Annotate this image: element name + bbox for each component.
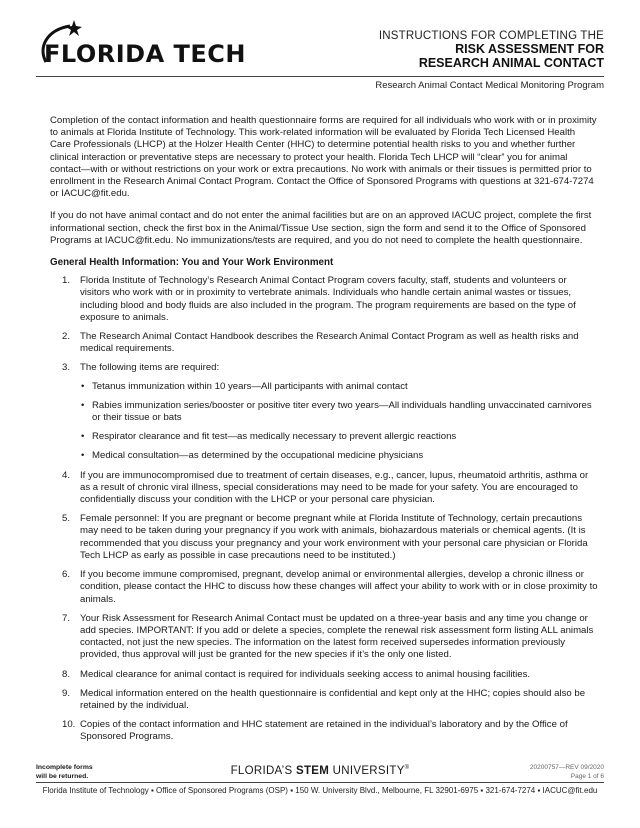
bullet-icon: • <box>81 399 85 411</box>
requirement-item <box>80 400 598 424</box>
list-item <box>50 669 598 681</box>
florida-tech-logo <box>36 18 246 70</box>
document-codes <box>530 763 604 781</box>
note-line: Incomplete forms <box>36 764 93 771</box>
document-body <box>50 115 598 751</box>
note-line: will be returned. <box>36 773 89 780</box>
item-number: 5. <box>62 513 71 525</box>
requirement-text: Rabies immunization series/booster or positive titer every two years—All individuals handling unvaccinated carnivores or their tissue or bats <box>92 399 592 424</box>
item-number: 8. <box>62 668 71 680</box>
title-line-2: RISK ASSESSMENT FOR <box>455 42 604 56</box>
item-text: Female personnel: If you are pregnant or become pregnant while at Florida Institute of Technology, certain precautions may need to be taken during your pregnancy if you work with animals, biohazardous materials or chemical agents. (It is recommended that you discuss your pregnancy and your work environment with your personal care physician or Florida Tech LHCP as early as possible in case precautions need to be instituted.) <box>80 513 588 561</box>
requirement-item <box>80 431 598 443</box>
page-number: Page 1 of 6 <box>570 773 604 780</box>
requirement-item <box>80 381 598 393</box>
item-number: 2. <box>62 331 71 343</box>
item-number: 9. <box>62 687 71 699</box>
item-text: Copies of the contact information and HHC statement are retained in the individual’s laboratory and by the Office of Sponsored Programs. <box>80 719 568 743</box>
item-number: 7. <box>62 612 71 624</box>
tagline-suffix: UNIVERSITY <box>329 765 405 777</box>
item-text: The following items are required: <box>80 362 220 374</box>
item-number: 4. <box>62 469 71 481</box>
tagline-bold: STEM <box>296 765 330 777</box>
item-number: 3. <box>62 362 71 374</box>
title-line-1: INSTRUCTIONS FOR COMPLETING THE <box>378 30 604 42</box>
section-heading: General Health Information: You and Your Work Environment <box>50 257 334 269</box>
title-line-3: RESEARCH ANIMAL CONTACT <box>418 56 604 70</box>
list-item <box>50 569 598 606</box>
program-subtitle: Research Animal Contact Medical Monitoring Program <box>375 80 604 91</box>
list-item <box>50 613 598 662</box>
list-item <box>50 331 598 355</box>
item-text: Medical information entered on the health questionnaire is confidential and kept only at the HHC; copies should also be retained by the individual. <box>80 687 586 711</box>
item-text: Medical clearance for animal contact is required for individuals seeking access to animal housing facilities. <box>80 668 531 680</box>
numbered-list <box>50 275 598 743</box>
footer-divider <box>36 782 604 783</box>
item-text: The Research Animal Contact Handbook describes the Research Animal Contact Program as well as health risks and medical requirements. <box>80 331 579 355</box>
item-number: 6. <box>62 569 71 581</box>
item-text: If you are immunocompromised due to treatment of certain diseases, e.g., cancer, lupus, rheumatoid arthritis, asthma or as a result of chronic viral illness, special considerations may need to be made for your safety. You are encouraged to confidentially discuss your condition with the LHCP or your personal care physician. <box>80 469 589 506</box>
item-text: Florida Institute of Technology’s Research Animal Contact Program covers faculty, staff, students and volunteers or visitors who work with or in proximity to vertebrate animals. Individuals who handle certain animal wastes or tissues, including blood and body fluids are also included in the program. The program requirements are based on the type of exposure to animals. <box>80 275 576 323</box>
requirement-text: Tetanus immunization within 10 years—All participants with animal contact <box>92 380 408 392</box>
list-item <box>50 362 598 462</box>
list-item <box>50 275 598 324</box>
item-text: If you become immune compromised, pregnant, develop animal or environmental allergies, develop a chronic illness or condition, please contact the HHC to discuss how these changes will affect your ability to work with or in close proximity to animals. <box>80 569 598 605</box>
requirement-text: Medical consultation—as determined by the occupational medicine physicians <box>92 450 424 462</box>
list-item <box>50 513 598 562</box>
list-item <box>50 688 598 712</box>
list-item <box>50 719 598 743</box>
footer-address: Florida Institute of Technology ▪ Office of Sponsored Programs (OSP) ▪ 150 W. University Blvd., Melbourne, FL 32901-6975 ▪ 321-674-7274 ▪ IACUC@fit.edu <box>42 786 598 795</box>
requirement-item <box>80 450 598 462</box>
requirement-text: Respirator clearance and fit test—as medically necessary to prevent allergic reactions <box>92 431 457 443</box>
list-item <box>50 470 598 507</box>
registered-mark: ® <box>404 765 410 772</box>
item-number: 10. <box>62 719 76 731</box>
bullet-icon: • <box>81 380 85 392</box>
item-number: 1. <box>62 275 71 287</box>
item-text: Your Risk Assessment for Research Animal Contact must be updated on a three-year basis and any time you change or add species. IMPORTANT: If you add or delete a species, complete the renewal risk assessment form listing ALL animals contacted, not just the new species. The information on the latest form received supersedes information previously provided, thus approval will just be granted for the new species if it’s the only one listed. <box>80 612 594 661</box>
logo-text: FLORIDA TECH <box>44 40 246 68</box>
revision-code: 20200757—REV 09/2020 <box>529 764 604 771</box>
page-header <box>0 0 640 100</box>
intro-paragraph: If you do not have animal contact and do not enter the animal facilities but are on an approved IACUC project, complete the first informational section, check the first box in the Animal/Tissue Use section, sign the form and send it to the Office of Sponsored Programs at IACUC@fit.edu. No immunizations/tests are required, and you do not need to complete the health questionnaire. <box>50 210 592 246</box>
bullet-icon: • <box>81 431 85 443</box>
document-title <box>379 30 604 70</box>
requirements-list <box>80 381 598 463</box>
header-divider <box>36 76 604 77</box>
bullet-icon: • <box>81 450 85 462</box>
tagline-prefix: FLORIDA’S <box>230 765 296 777</box>
intro-paragraph: Completion of the contact information and health questionnaire forms are required for all individuals who work with or in proximity to animals at Florida Institute of Technology. This work-related information will be evaluated by Florida Tech Licensed Health Care Professionals (LHCP) at the Holzer Health Center (HHC) to determine potential health risks to you and whether further clinical interaction or preventative steps are necessary to protect your health. Florida Tech LHCP will “clear” you for animal contact—with or without restrictions on your work or extra precautions. No work with animals or their tissues is permitted prior to enrollment in the Research Animal Contact Program. Contact the Office of Sponsored Programs with questions at 321-674-7274 or IACUC@fit.edu. <box>50 115 597 200</box>
